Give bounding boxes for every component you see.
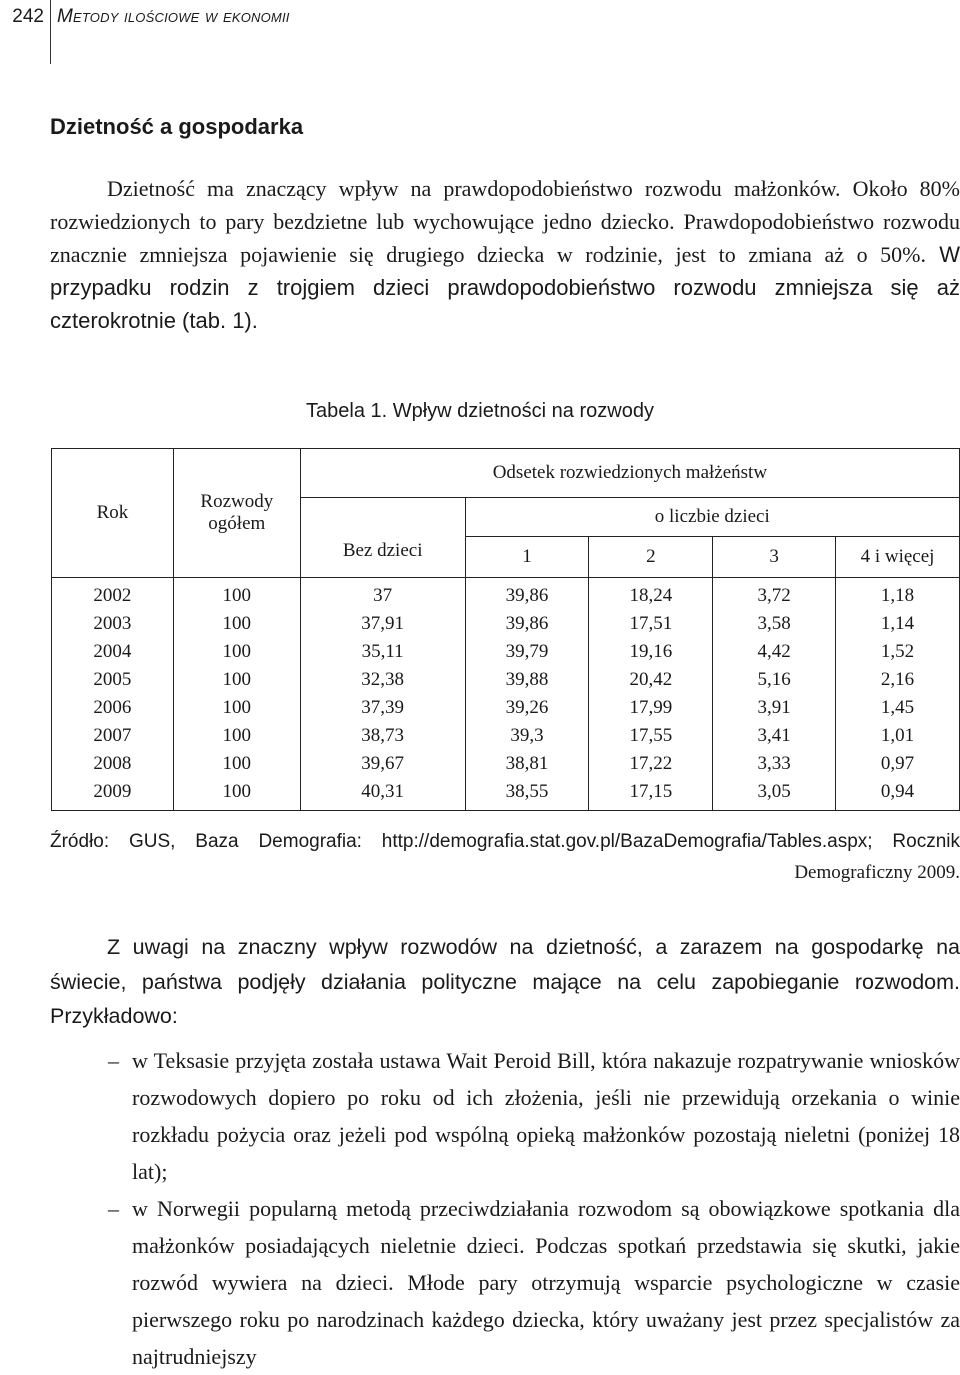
cell-one-child: 39,88 (465, 666, 589, 694)
cell-no-children: 40,31 (300, 778, 465, 811)
cell-three-children: 3,33 (713, 750, 836, 778)
cell-three-children: 4,42 (713, 638, 836, 666)
header-by-number-of-children: o liczbie dzieci (465, 498, 959, 537)
dash-marker: – (108, 1196, 119, 1221)
cell-one-child: 39,3 (465, 722, 589, 750)
cell-year: 2007 (52, 722, 174, 750)
page-number: 242 (12, 6, 44, 27)
cell-four-plus-children: 0,94 (836, 778, 960, 811)
cell-year: 2004 (52, 638, 174, 666)
intro-paragraph-sans-part: W przypadku rodzin z trojgiem dzieci prawdopodobieństwo rozwodu zmniejsza się aż czterokrotnie (tab. 1). (50, 242, 960, 333)
header-divorce-share: Odsetek rozwiedzionych małżeństw (300, 449, 959, 498)
cell-no-children: 32,38 (300, 666, 465, 694)
header-total-divorces: Rozwody ogółem (173, 449, 300, 578)
cell-no-children: 37,39 (300, 694, 465, 722)
cell-total: 100 (173, 750, 300, 778)
policy-examples-list (50, 1042, 960, 1375)
cell-two-children: 17,99 (589, 694, 713, 722)
table-row (52, 750, 960, 778)
cell-total: 100 (173, 578, 300, 611)
cell-year: 2009 (52, 778, 174, 811)
header-four-plus-children: 4 i więcej (836, 537, 960, 578)
source-line-1: Źródło: GUS, Baza Demografia: http://demografia.stat.gov.pl/BazaDemografia/Tables.aspx; Rocznik (50, 831, 960, 852)
cell-four-plus-children: 2,16 (836, 666, 960, 694)
cell-year: 2006 (52, 694, 174, 722)
cell-one-child: 38,81 (465, 750, 589, 778)
cell-one-child: 39,86 (465, 578, 589, 611)
table-row (52, 722, 960, 750)
cell-three-children: 3,91 (713, 694, 836, 722)
cell-four-plus-children: 1,18 (836, 578, 960, 611)
table-row (52, 778, 960, 811)
list-item-text: w Teksasie przyjęta została ustawa Wait Peroid Bill, która nakazuje rozpatrywanie wniosków rozwodowych dopiero po roku od ich złożenia, jeśli nie przewidują orzekania o winie rozkładu pożycia oraz jeżeli pod wspólną opieką małżonków pozostają nieletni (poniżej 18 lat); (132, 1048, 960, 1184)
cell-no-children: 39,67 (300, 750, 465, 778)
intro-paragraph-serif-part: Dzietność ma znaczący wpływ na prawdopodobieństwo rozwodu małżonków. Około 80% rozwiedzionych to pary bezdzietne lub wychowujące jedno dziecko. Prawdopodobieństwo rozwodu znacznie zmniejsza pojawienie się drugiego dziecka w rodzinie, jest to zmiana aż o 50%. (50, 176, 960, 267)
cell-three-children: 3,05 (713, 778, 836, 811)
cell-year: 2005 (52, 666, 174, 694)
cell-four-plus-children: 1,52 (836, 638, 960, 666)
intro-paragraph (50, 172, 960, 337)
list-item (50, 1190, 960, 1375)
list-item (50, 1042, 960, 1190)
running-head: Metody ilościowe w ekonomii (57, 6, 290, 27)
cell-four-plus-children: 1,45 (836, 694, 960, 722)
cell-one-child: 39,86 (465, 610, 589, 638)
table-row (52, 578, 960, 611)
cell-two-children: 17,15 (589, 778, 713, 811)
table-row (52, 638, 960, 666)
cell-total: 100 (173, 638, 300, 666)
source-line-2: Demograficzny 2009. (794, 862, 960, 883)
policy-paragraph: Z uwagi na znaczny wpływ rozwodów na dzietność, a zarazem na gospodarkę na świecie, państwa podjęły działania polityczne mające na celu zapobieganie rozwodom. Przykładowo: (50, 935, 960, 1028)
cell-two-children: 20,42 (589, 666, 713, 694)
cell-no-children: 37 (300, 578, 465, 611)
cell-three-children: 5,16 (713, 666, 836, 694)
cell-year: 2008 (52, 750, 174, 778)
cell-one-child: 38,55 (465, 778, 589, 811)
cell-no-children: 38,73 (300, 722, 465, 750)
cell-total: 100 (173, 694, 300, 722)
cell-three-children: 3,58 (713, 610, 836, 638)
cell-year: 2003 (52, 610, 174, 638)
header-two-children: 2 (589, 537, 713, 578)
cell-four-plus-children: 1,01 (836, 722, 960, 750)
section-heading: Dzietność a gospodarka (50, 114, 304, 139)
dash-marker: – (108, 1048, 119, 1073)
list-item-text: w Norwegii popularną metodą przeciwdziałania rozwodom są obowiązkowe spotkania dla małżonków posiadających nieletnie dzieci. Podczas spotkań przedstawia się skutki, jakie rozwód wywiera na dzieci. Młode pary otrzymują wsparcie psychologiczne w czasie pierwszego roku po narodzinach każdego dziecka, który uważany jest przez specjalistów za najtrudniejszy (132, 1196, 960, 1369)
cell-three-children: 3,41 (713, 722, 836, 750)
cell-four-plus-children: 1,14 (836, 610, 960, 638)
cell-year: 2002 (52, 578, 174, 611)
table-source-note (50, 826, 960, 888)
cell-total: 100 (173, 666, 300, 694)
cell-two-children: 19,16 (589, 638, 713, 666)
table-caption: Tabela 1. Wpływ dzietności na rozwody (306, 400, 654, 422)
cell-total: 100 (173, 778, 300, 811)
cell-two-children: 17,22 (589, 750, 713, 778)
header-year: Rok (52, 449, 174, 578)
header-divider (50, 0, 51, 64)
cell-two-children: 18,24 (589, 578, 713, 611)
table-row (52, 610, 960, 638)
cell-one-child: 39,79 (465, 638, 589, 666)
cell-total: 100 (173, 610, 300, 638)
cell-two-children: 17,51 (589, 610, 713, 638)
table-row (52, 694, 960, 722)
header-no-children: Bez dzieci (300, 498, 465, 578)
header-three-children: 3 (713, 537, 836, 578)
cell-no-children: 37,91 (300, 610, 465, 638)
cell-one-child: 39,26 (465, 694, 589, 722)
cell-two-children: 17,55 (589, 722, 713, 750)
cell-four-plus-children: 0,97 (836, 750, 960, 778)
divorce-fertility-table (51, 448, 960, 811)
header-one-child: 1 (465, 537, 589, 578)
cell-three-children: 3,72 (713, 578, 836, 611)
table-row (52, 666, 960, 694)
cell-total: 100 (173, 722, 300, 750)
cell-no-children: 35,11 (300, 638, 465, 666)
